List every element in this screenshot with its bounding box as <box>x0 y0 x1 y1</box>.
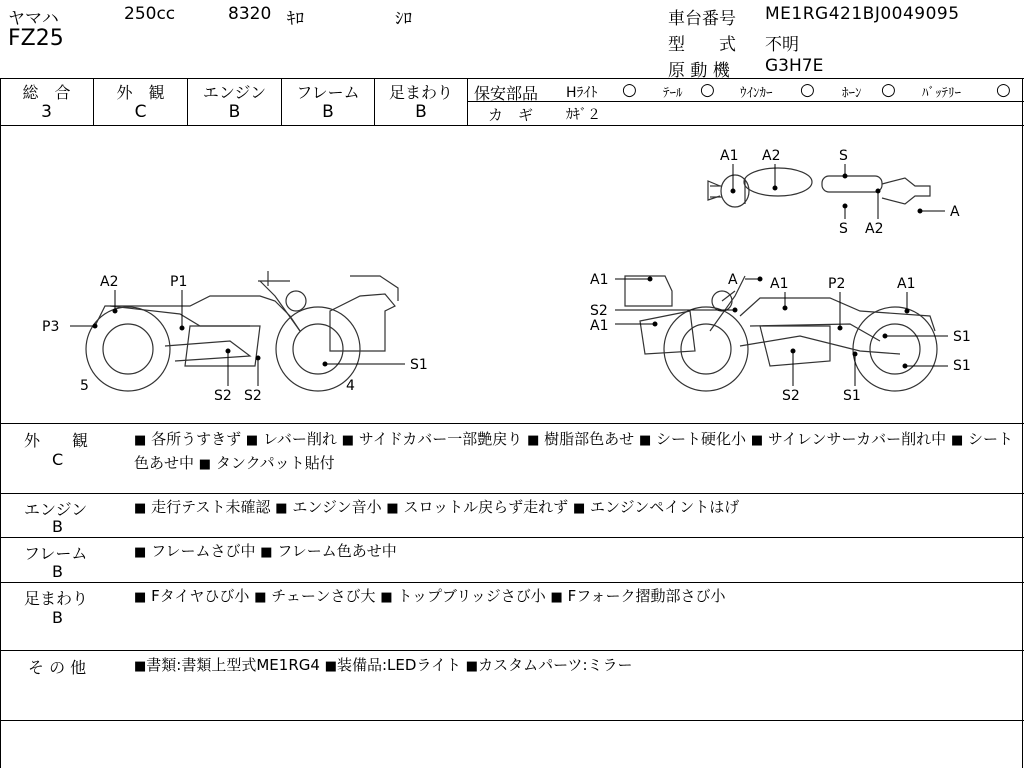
diagram-label: S2 <box>782 388 800 404</box>
notes-frame-grade: B <box>52 562 63 581</box>
diagram-label: S <box>839 221 848 237</box>
note-item: 書類:書類上型式ME1RG4 <box>146 656 320 674</box>
diagram-label: A <box>950 204 960 220</box>
battery-label: ﾊﾞｯﾃﾘｰ <box>922 86 961 101</box>
divider <box>0 78 1024 79</box>
diagram-label: 5 <box>80 378 89 394</box>
safety-label: 保安部品 <box>474 84 539 103</box>
mileage-unit: ｷﾛ <box>287 9 304 29</box>
diagram-label: S1 <box>953 358 971 374</box>
frame-no: ME1RG421BJ0049095 <box>765 4 960 24</box>
note-item: フレーム色あせ中 <box>277 542 397 560</box>
maker: ヤマハ <box>8 9 59 29</box>
diagram-label: S1 <box>843 388 861 404</box>
note-item: 走行テスト未確認 <box>151 498 271 516</box>
diagram-label: P2 <box>828 276 846 292</box>
note-item: サイドカバー一部艶戻り <box>358 430 523 448</box>
note-item: Fタイヤひび小 <box>151 587 250 605</box>
damage-diagram <box>0 126 1024 422</box>
score-engine-label: エンジン <box>202 83 267 102</box>
engine-model-label: 原 動 機 <box>668 61 730 81</box>
note-item: 各所うすきず <box>151 430 242 448</box>
notes-engine-grade: B <box>52 517 63 536</box>
score-exterior-label: 外 観 <box>116 83 165 102</box>
divider <box>0 493 1024 494</box>
battery-ok-icon: ○ <box>996 80 1011 100</box>
note-item: シート色あせ中 <box>134 430 1014 472</box>
notes-suspension-items: ■ Fタイヤひび小 ■ チェーンさび大 ■ トップブリッジさび小 ■ Fフォーク摺動部さび小 <box>134 587 726 605</box>
score-suspension-value: B <box>415 102 427 122</box>
notes-frame-label: フレーム <box>24 544 88 563</box>
key-value: ｶｷﾞ２ <box>566 107 601 123</box>
diagram-label: A <box>728 272 738 288</box>
engine-model-value: G3H7E <box>765 56 824 76</box>
divider <box>467 78 468 125</box>
diagram-label: A1 <box>590 318 609 334</box>
note-item: スロットル戻らず走れず <box>403 498 569 516</box>
diagram-label: S1 <box>410 357 428 373</box>
model-name: FZ25 <box>8 26 64 51</box>
divider <box>0 720 1024 721</box>
diagram-label: S <box>839 148 848 164</box>
left-side-bike <box>86 271 398 391</box>
diagram-label: A1 <box>897 276 916 292</box>
winker-ok-icon: ○ <box>800 80 815 100</box>
note-item: シート硬化小 <box>656 430 747 448</box>
note-item: エンジン音小 <box>292 498 382 516</box>
diagram-label: A2 <box>865 221 884 237</box>
notes-engine-label: エンジン <box>24 500 88 519</box>
diagram-label: P3 <box>42 319 60 335</box>
notes-engine-items: ■ 走行テスト未確認 ■ エンジン音小 ■ スロットル戻らず走れず ■ エンジンペイントはげ <box>134 498 740 516</box>
score-overall-value: 3 <box>41 102 52 122</box>
divider <box>0 537 1024 538</box>
note-item: 装備品:LEDライト <box>336 656 461 674</box>
horn-ok-icon: ○ <box>881 80 896 100</box>
diagram-label: S2 <box>244 388 262 404</box>
headlight-label: Hﾗｲﾄ <box>566 85 598 101</box>
diagram-label: 4 <box>346 378 355 394</box>
divider <box>0 582 1024 583</box>
color: ｼﾛ <box>395 9 412 29</box>
notes-suspension-label: 足まわり <box>24 589 89 608</box>
diagram-label: S2 <box>214 388 232 404</box>
notes-suspension-grade: B <box>52 608 63 627</box>
score-frame-value: B <box>322 102 334 122</box>
mileage: 8320 <box>228 4 272 24</box>
note-item: サイレンサーカバー削れ中 <box>767 430 947 448</box>
note-item: トップブリッジさび小 <box>397 587 546 605</box>
type-value: 不明 <box>765 35 799 55</box>
diagram-label: A1 <box>590 272 609 288</box>
divider <box>0 650 1024 651</box>
divider <box>468 101 1024 102</box>
score-suspension-label: 足まわり <box>388 83 453 102</box>
notes-other-items: ■書類:書類上型式ME1RG4 ■装備品:LEDライト ■カスタムパーツ:ミラー <box>134 656 633 674</box>
tail-label: ﾃｰﾙ <box>663 86 683 101</box>
top-view-bike <box>708 168 930 207</box>
right-side-bike <box>625 276 937 391</box>
note-item: Fフォーク摺動部さび小 <box>567 587 726 605</box>
notes-exterior-grade: C <box>52 450 64 469</box>
tail-ok-icon: ○ <box>700 80 715 100</box>
score-exterior-value: C <box>134 102 147 122</box>
note-item: フレームさび中 <box>151 542 256 560</box>
displacement: 250cc <box>124 4 176 24</box>
headlight-ok-icon: ○ <box>622 80 637 100</box>
horn-label: ﾎｰﾝ <box>842 86 862 101</box>
note-item: エンジンペイントはげ <box>590 498 740 516</box>
note-item: 樹脂部色あせ <box>544 430 635 448</box>
type-label: 型 式 <box>668 35 736 55</box>
diagram-label: A2 <box>100 274 119 290</box>
score-engine-value: B <box>228 102 241 122</box>
divider <box>0 423 1024 424</box>
notes-frame-items: ■ フレームさび中 ■ フレーム色あせ中 <box>134 542 397 560</box>
frame-no-label: 車台番号 <box>668 9 736 29</box>
score-frame-label: フレーム <box>296 83 360 102</box>
winker-label: ｳｲﾝｶｰ <box>740 86 773 101</box>
score-overall-label: 総 合 <box>22 83 71 102</box>
notes-exterior-label: 外 観 <box>24 431 89 450</box>
diagram-label: A1 <box>720 148 739 164</box>
diagram-label: S2 <box>590 303 608 319</box>
notes-other-label: そ の 他 <box>28 658 87 677</box>
diagram-label: A2 <box>762 148 781 164</box>
note-item: レバー削れ <box>262 430 337 448</box>
diagram-label: A1 <box>770 276 789 292</box>
diagram-label: P1 <box>170 274 188 290</box>
note-item: タンクパット貼付 <box>215 454 335 472</box>
notes-exterior-items: ■ 各所うすきず ■ レバー削れ ■ サイドカバー一部艶戻り ■ 樹脂部色あせ ■ シート硬化小 ■ サイレンサーカバー削れ中 ■ シート色あせ中 ■ タンクパット貼付 <box>134 430 1014 472</box>
diagram-label: S1 <box>953 329 971 345</box>
key-label: カ ギ <box>488 106 534 124</box>
note-item: カスタムパーツ:ミラー <box>478 656 633 674</box>
note-item: チェーンさび大 <box>271 587 376 605</box>
